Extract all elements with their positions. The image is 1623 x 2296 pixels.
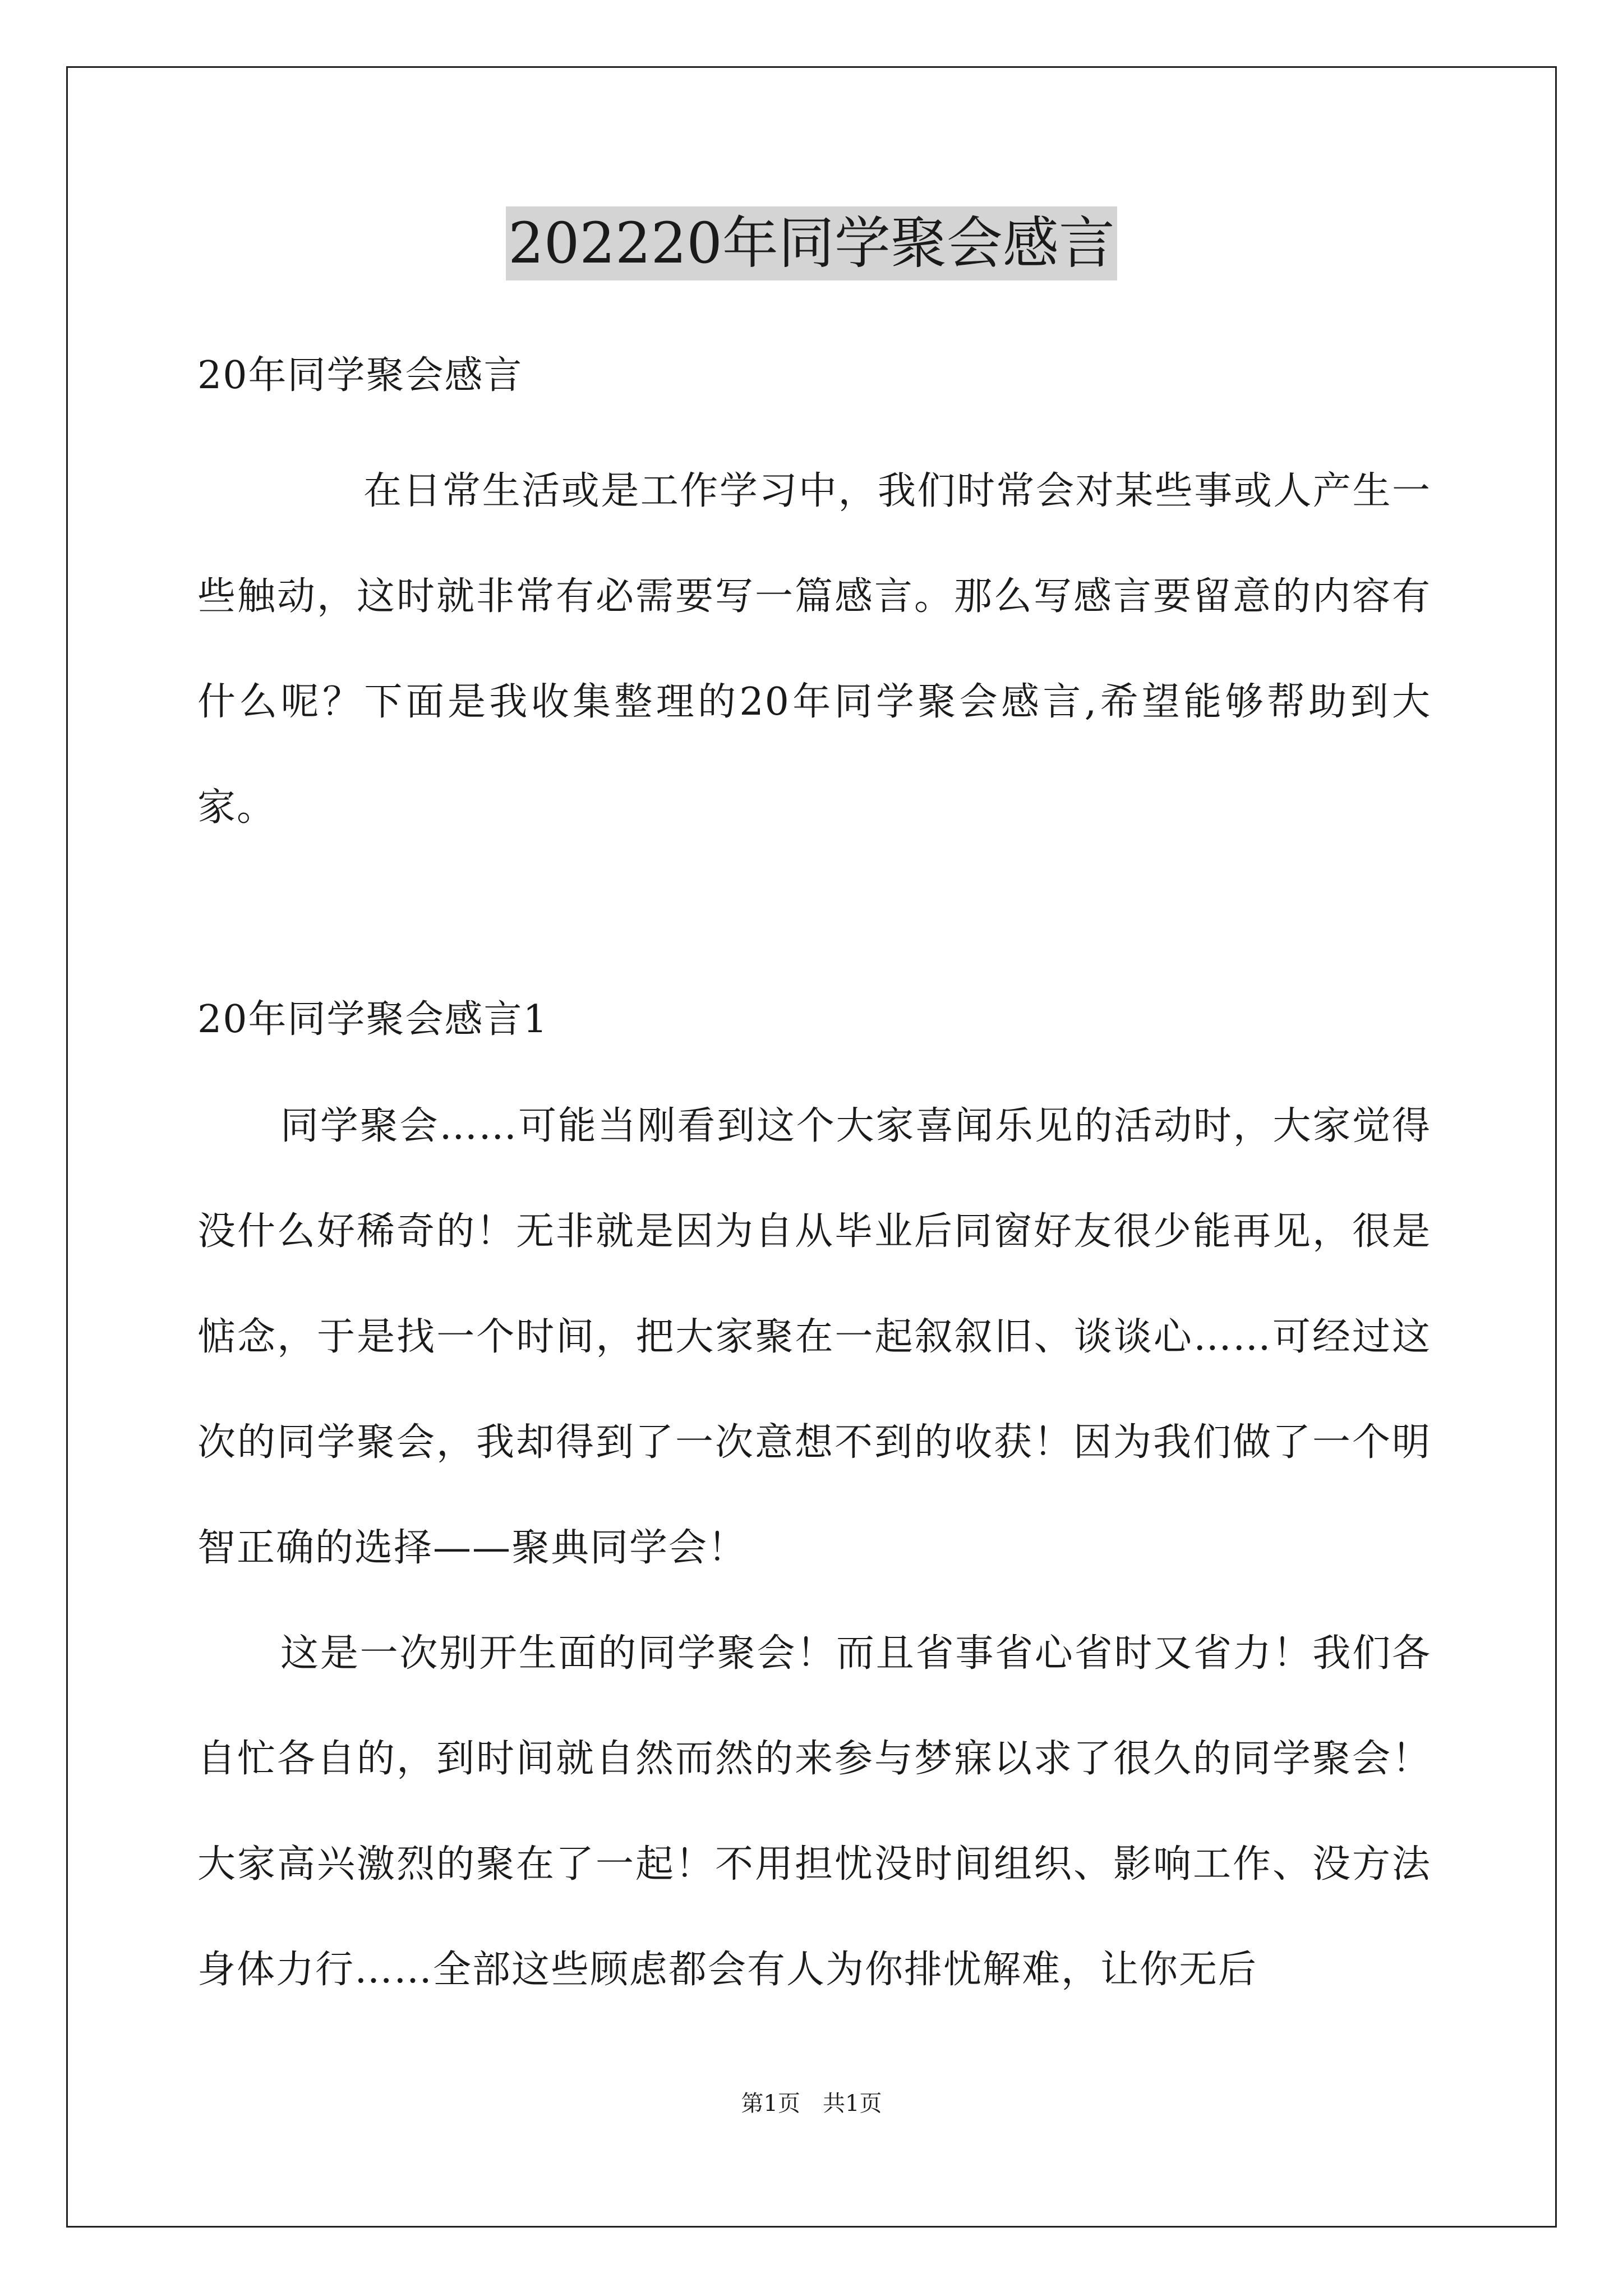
page-footer [0, 2088, 1623, 2119]
intro-paragraph: 在日常生活或是工作学习中，我们时常会对某些事或人产生一些触动，这时就非常有必需要写一篇感言。那么写感言要留意的内容有什么呢？下面是我收集整理的20年同学聚会感言,希望能够帮助到大家。 [197, 469, 1431, 830]
body-block [197, 1074, 1431, 2023]
document-title: 202220年同学聚会感言 [506, 206, 1117, 280]
page-number: 第1页 [741, 2091, 800, 2116]
page-total: 共1页 [823, 2091, 882, 2116]
body-paragraph-1: 同学聚会……可能当刚看到这个大家喜闻乐见的活动时，大家觉得没什么好稀奇的！无非就是因为自从毕业后同窗好友很少能再见，很是惦念，于是找一个时间，把大家聚在一起叙叙旧、谈谈心……可经过这次的同学聚会，我却得到了一次意想不到的收获！因为我们做了一个明智正确的选择——聚典同学会！ [197, 1104, 1431, 1570]
intro-block [197, 439, 1431, 861]
document-subtitle: 20年同学聚会感言 [197, 353, 523, 398]
section-heading: 20年同学聚会感言1 [197, 997, 548, 1042]
body-paragraph-2: 这是一次别开生面的同学聚会！而且省事省心省时又省力！我们各自忙各自的，到时间就自然而然的来参与梦寐以求了很久的同学聚会！大家高兴激烈的聚在了一起！不用担忧没时间组织、影响工作、没方法身体力行……全部这些顾虑都会有人为你排忧解难，让你无后 [197, 1631, 1431, 1992]
title-container [0, 206, 1623, 280]
